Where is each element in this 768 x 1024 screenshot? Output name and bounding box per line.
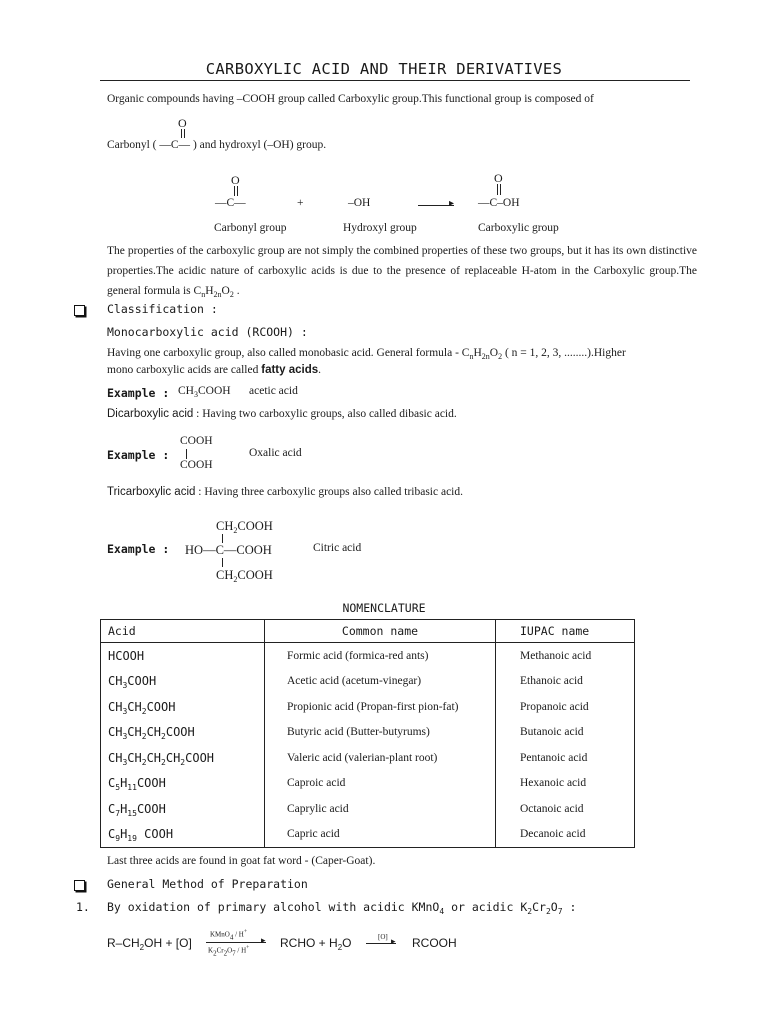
properties-paragraph: The properties of the carboxylic group are not simply the combined properties of these two groups, but it has its own distinctive properties.The acidic nature of carboxylic acids is due to the presence of replaceable H-atom in the Carboxylic group.The general formula is $C_nH_{2n}O_2$ . [107,245,697,299]
common-name-cell: Caprylic acid [265,796,496,822]
common-name-cell: Caproic acid [265,771,496,797]
table-row [101,720,635,746]
acid-formula-cell: $C_7H_{15}COOH$ [101,796,265,822]
checkbox-bullet-icon [74,880,85,891]
carbonyl-double-bond-b [184,129,185,138]
reaction-carbonyl: —C— [215,197,246,209]
equation-arrow-head: ▸ [261,935,266,945]
citric-name: Citric acid [313,542,362,554]
acid-formula-cell: $CH_3CH_2CH_2CH_2COOH$ [101,745,265,771]
reaction-carbonyl-bond-a [234,186,235,196]
carbonyl-prefix: Carbonyl ( [107,139,157,151]
fatty-acids-term: fatty acids [261,364,319,376]
carbonyl-structure-inline: —C— [159,139,191,151]
table-row [101,694,635,720]
header-iupac-name: IUPAC name [496,620,635,643]
table-row [101,796,635,822]
reaction-carbonyl-bond-b [237,186,238,196]
common-name-cell: Valeric acid (valerian-plant root) [265,745,496,771]
acid-formula-cell: HCOOH [101,643,265,669]
monocarboxylic-text: Having one carboxylic group, also called monobasic acid. General formula - $C_nH_{2n}O_2$ ( n = 1, 2, 3, ........).Higher [107,347,626,361]
arrow-reagent-bottom: $K_2Cr_2O_7 / H^+$ [208,945,250,958]
classification-heading: Classification : [107,302,218,316]
reaction-carboxyl: —C–OH [478,197,520,209]
example-label-3: Example : [107,542,170,556]
nomenclature-heading: NOMENCLATURE [342,601,426,615]
acetic-formula: $CH_3COOH$ [178,385,231,399]
carbonyl-line [107,139,326,151]
acid-formula-cell: $CH_3CH_2COOH$ [101,694,265,720]
equation-middle: RCHO + $H_2O$ [280,936,352,952]
carbonyl-oxygen: O [178,116,187,130]
tricarboxylic-line: Tricarboxylic acid : Having three carboxylic groups also called tribasic acid. [107,486,464,498]
iupac-name-cell: Octanoic acid [496,796,635,822]
arrow2-label: [O] [378,933,388,941]
equation-right: RCOOH [412,936,457,950]
tricarboxylic-heading: Tricarboxylic acid [107,486,196,498]
properties-text: The properties of the carboxylic group are not simply the combined properties of these two groups, but it has its own distinctive properties.The acidic nature of carboxylic acids is due to the presence of replaceable H-atom in the Carboxylic group.The general formula is C [107,245,697,297]
equation-arrow2-head: ▸ [391,936,396,946]
reaction-arrow-head: ▸ [449,198,455,209]
carbonyl-double-bond-a [181,129,182,138]
page-title: CARBOXYLIC ACID AND THEIR DERIVATIVES [205,60,563,78]
citric-top: $CH_2COOH$ [216,519,273,535]
common-name-cell: Butyric acid (Butter-butyrums) [265,720,496,746]
iupac-name-cell: Ethanoic acid [496,669,635,695]
dicarboxylic-line: Dicarboxylic acid : Having two carboxylic groups, also called dibasic acid. [107,408,457,420]
acid-formula-cell: $C_5H_{11}COOH$ [101,771,265,797]
iupac-name-cell: Decanoic acid [496,822,635,848]
header-acid: Acid [101,620,265,643]
reaction-carboxyl-bond-b [500,184,501,195]
checkbox-bullet-icon [74,305,85,316]
table-row [101,822,635,848]
carbonyl-suffix: ) and hydroxyl (–OH) group. [192,139,327,151]
oxalic-name: Oxalic acid [249,447,302,459]
table-header-row [101,620,635,643]
label-carbonyl-group: Carbonyl group [214,222,287,234]
oxalic-cooh-top: COOH [180,435,213,447]
equation-left: $R-CH_2OH + [O]$ [107,936,192,952]
equation-arrow-shaft [206,942,266,943]
iupac-name-cell: Methanoic acid [496,643,635,669]
intro-line: Organic compounds having –COOH group called Carboxylic group.This functional group is composed of [107,93,594,105]
oxalic-cooh-bottom: COOH [180,459,213,471]
reaction-carboxyl-bond-a [497,184,498,195]
acid-formula-cell: $CH_3COOH$ [101,669,265,695]
label-carboxylic-group: Carboxylic group [478,222,559,234]
citric-middle: HO—C—COOH [185,543,272,557]
iupac-name-cell: Butanoic acid [496,720,635,746]
monocarboxylic-heading: Monocarboxylic acid (RCOOH) : [107,325,308,339]
iupac-name-cell: Propanoic acid [496,694,635,720]
label-hydroxyl-group: Hydroxyl group [343,222,417,234]
dicarboxylic-heading: Dicarboxylic acid [107,408,194,420]
common-name-cell: Formic acid (formica-red ants) [265,643,496,669]
citric-bond-top [222,534,223,543]
nomenclature-table [100,619,635,848]
table-row [101,745,635,771]
table-row [101,771,635,797]
acid-formula-cell: $C_9H_{19}$ COOH [101,822,265,848]
acetic-name: acetic acid [249,385,298,397]
reaction-carbonyl-oxygen: O [231,173,240,187]
example-label-1: Example : [107,386,170,400]
common-name-cell: Propionic acid (Propan-first pion-fat) [265,694,496,720]
arrow-reagent-top: KMnO$_4$ / H+ [210,929,248,942]
iupac-name-cell: Hexanoic acid [496,771,635,797]
reaction-plus: + [297,197,304,209]
citric-bond-bottom [222,558,223,567]
reaction-carboxyl-oxygen: O [494,171,503,185]
example-label-2: Example : [107,448,170,462]
nomenclature-footnote: Last three acids are found in goat fat word - (Caper-Goat). [107,855,376,867]
table-row [101,669,635,695]
oxidation-heading: By oxidation of primary alcohol with acidic KMnO$_4$ or acidic $K_2Cr_2O_7$ : [107,900,577,916]
monocarboxylic-text-2: mono carboxylic acids are called fatty acids. [107,364,321,376]
item-number: 1. [76,900,90,914]
oxalic-bond [186,449,187,459]
citric-bottom: $CH_2COOH$ [216,568,273,584]
preparation-heading: General Method of Preparation [107,877,308,891]
title-underline [100,80,690,81]
header-common-name: Common name [265,620,496,643]
common-name-cell: Acetic acid (acetum-vinegar) [265,669,496,695]
table-row [101,643,635,669]
common-name-cell: Capric acid [265,822,496,848]
acid-formula-cell: $CH_3CH_2CH_2COOH$ [101,720,265,746]
iupac-name-cell: Pentanoic acid [496,745,635,771]
reaction-hydroxyl: –OH [348,197,371,209]
